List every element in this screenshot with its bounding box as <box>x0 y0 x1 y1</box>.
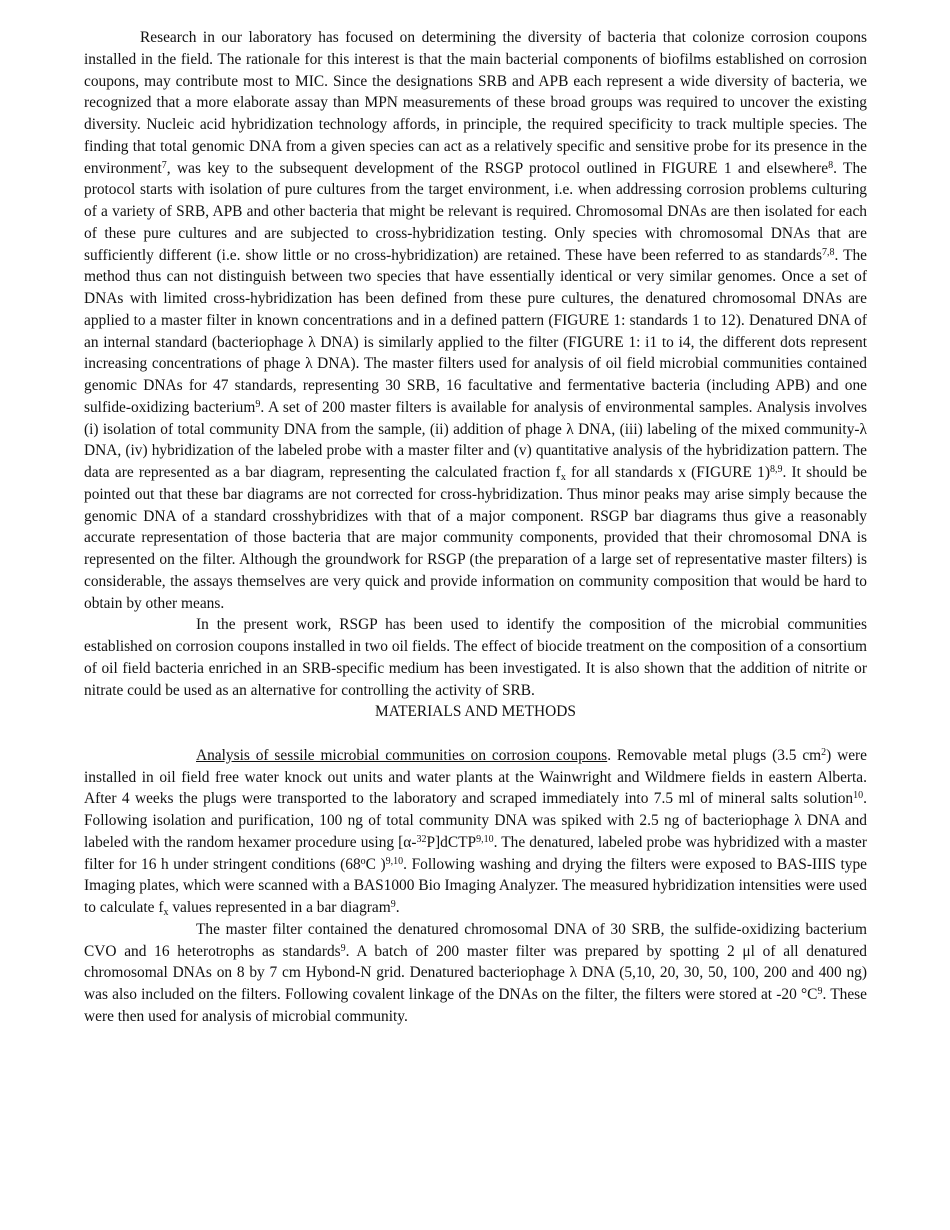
text-run: . The method thus can not distinguish between two species that have essentially identical or very similar genomes. Once a set of DNAs with limited cross-hybridization has been defined from these pure cultures, the denatured chromosomal DNAs are applied to a master filter in known concentrations and in a defined pattern (FIGURE 1: standards 1 to 12). Denatured DNA of an internal standard (bacteriophage λ DNA) is similarly applied to the filter (FIGURE 1: i1 to i4, the different dots represent increasing concentrations of phage λ DNA). The master filters used for analysis of oil field microbial communities contained genomic DNAs for 47 standards, representing 30 SRB, 16 facultative and fermentative bacteria (including APB) and one sulfide-oxidizing bacterium <box>84 246 867 416</box>
text-run: The master filter contained the denatured chromosomal DNA of 30 SRB, the sulfide-oxidizing bacterium CVO and 16 heterotrophs as standards <box>84 920 867 960</box>
text-run: C ) <box>365 855 386 873</box>
text-run: . It should be pointed out that these bar diagrams are not corrected for cross-hybridization. Thus minor peaks may arise simply because the genomic DNA of a standard crosshybridizes with that of a major component. RSGP bar diagrams thus give a reasonably accurate representation of those bacteria that are major community components, provided that their chromosomal DNA is represented on the filter. Although the groundwork for RSGP (the preparation of a large set of representative master filters) is considerable, the assays themselves are very quick and provide information on community composition that would be hard to obtain by other means. <box>84 464 867 612</box>
intro-paragraph-1 <box>84 27 867 614</box>
text-run: P]dCTP <box>426 833 477 851</box>
superscript: 9,10 <box>385 855 404 867</box>
superscript: 9 <box>340 942 346 954</box>
text-run: . The denatured, labeled probe was hybridized with a master filter for 16 h under stringent conditions (68 <box>84 833 867 873</box>
superscript: 7,8 <box>821 246 835 258</box>
text-run: . A batch of 200 master filter was prepared by spotting 2 μl of all denatured chromosomal DNAs on 8 by 7 cm Hybond-N grid. Denatured bacteriophage λ DNA (5,10, 20, 30, 50, 100, 200 and 400 ng) was also included on the filters. Following covalent linkage of the DNAs on the filter, the filters were stored at -20 °C <box>84 942 867 1003</box>
subsection-title: Analysis of sessile microbial communities on corrosion coupons <box>196 746 608 764</box>
text-run: ) were installed in oil field free water knock out units and water plants at the Wainwright and Wildmere fields in eastern Alberta. After 4 weeks the plugs were transported to the laboratory and scraped immediately into 7.5 ml of mineral salts solution <box>84 746 868 808</box>
intro-paragraph-2 <box>84 614 867 701</box>
superscript: o <box>360 855 366 867</box>
text-run: . Following isolation and purification, 100 ng of total community DNA was spiked with 2.5 ng of bacteriophage λ DNA and labeled with the random hexamer procedure using [α- <box>84 790 867 851</box>
text-run: for all standards x (FIGURE 1) <box>565 464 770 481</box>
text-run: values represented in a bar diagram <box>168 899 391 916</box>
superscript: 9 <box>255 398 261 410</box>
superscript: 32 <box>416 833 427 845</box>
superscript: 8 <box>828 159 834 171</box>
subscript: x <box>163 907 169 918</box>
methods-paragraph-2 <box>84 919 867 1028</box>
superscript: 9 <box>817 986 823 997</box>
text-run: , was key to the subsequent development of the RSGP protocol outlined in FIGURE 1 and elsewhere <box>166 159 829 177</box>
text-run: . These were then used for analysis of microbial community. <box>84 986 867 1025</box>
superscript: 10 <box>853 790 864 802</box>
text-run: . Removable metal plugs (3.5 cm <box>607 746 822 764</box>
text-run: . Following washing and drying the filters were exposed to BAS-IIIS type Imaging plates, which were scanned with a BAS1000 Bio Imaging Analyzer. The measured hybridization intensities were used to calculate f <box>84 855 867 916</box>
document-page <box>84 27 867 1028</box>
text-run: . A set of 200 master filters is available for analysis of environmental samples. Analysis involves (i) isolation of total community DNA from the sample, (ii) addition of phage λ DNA, (iii) labeling of the mixed community-λ DNA, (iv) hybridization of the labeled probe with a master filter and (v) quantitative analysis of the hybridization pattern. The data are represented as a bar diagram, representing the calculated fraction f <box>84 398 868 481</box>
superscript: 9 <box>390 899 396 910</box>
superscript: 2 <box>821 746 827 758</box>
subscript: x <box>560 472 566 483</box>
section-heading-materials-methods: MATERIALS AND METHODS <box>375 703 576 721</box>
text-run: . The protocol starts with isolation of pure cultures from the target environment, i.e. when addressing corrosion problems culturing of a variety of SRB, APB and other bacteria that might be relevant is required. Chromosomal DNAs are then isolated for each of these pure cultures and are subjected to cross-hybridization testing. Only species with chromosomal DNAs that are sufficiently different (i.e. show little or no cross-hybridization) are retained. These have been referred to as standards <box>84 159 867 264</box>
superscript: 9,10 <box>476 833 494 845</box>
methods-paragraph-1 <box>84 745 867 919</box>
superscript: 7 <box>161 159 167 171</box>
text-run: Research in our laboratory has focused on determining the diversity of bacteria that colonize corrosion coupons installed in the field. The rationale for this interest is that the main bacterial components of biofilms established on corrosion coupons, may contribute most to MIC. Since the designations SRB and APB each represent a wide diversity of bacteria, we recognized that a more elaborate assay than MPN measurements of these broad groups was required to uncover the existing diversity. Nucleic acid hybridization technology affords, in principle, the required specificity to track multiple species. The finding that total genomic DNA from a given species can act as a relatively specific and sensitive probe for its presence in the environment <box>84 29 867 177</box>
text-run: In the present work, RSGP has been used to identify the composition of the microbial communities established on corrosion coupons installed in two oil fields. The effect of biocide treatment on the composition of a consortium of oil field bacteria enriched in an SRB-specific medium has been investigated. It is also shown that the addition of nitrite or nitrate could be used as an alternative for controlling the activity of SRB. <box>84 616 867 699</box>
superscript: 8,9 <box>769 464 783 475</box>
text-run: . <box>395 899 400 916</box>
